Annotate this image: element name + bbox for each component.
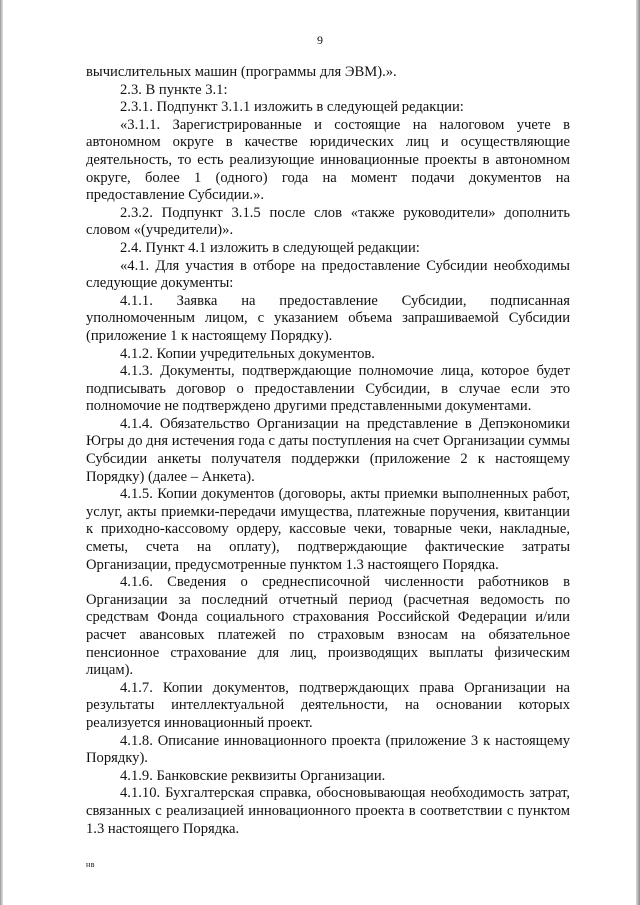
paragraph-4-1: «4.1. Для участия в отборе на предоставление Субсидии необходимы следующие документы:: [86, 257, 570, 292]
paragraph-2-4: 2.4. Пункт 4.1 изложить в следующей редакции:: [120, 239, 420, 256]
paragraph-2-3: 2.3. В пункте 3.1:: [120, 81, 228, 98]
paragraph-4-1-7: 4.1.7. Копии документов, подтверждающих права Организации на результаты интеллектуальной деятельности, на основании которых реализуется инновационный проект.: [86, 679, 570, 731]
page-number: 9: [317, 33, 323, 47]
paragraph-4-1-5: 4.1.5. Копии документов (договоры, акты приемки выполненных работ, услуг, акты приемки-передачи имущества, платежные поручения, квитанции к приходно-кассовому ордеру, кассовые чеки, товарные чеки, накладные, сметы, счета на оплату), подтверждающие фактические затраты Организации, предусмотренные пунктом 1.3 настоящего Порядка.: [86, 486, 570, 573]
paragraph-2-3-2: 2.3.2. Подпункт 3.1.5 после слов «также руководители» дополнить словом «(учредители)».: [86, 204, 570, 239]
paragraph-4-1-3: 4.1.3. Документы, подтверждающие полномочие лица, которое будет подписывать договор о предоставлении Субсидии, в случае если это полномочие не подтверждено другими представленными документами.: [86, 363, 570, 415]
paragraph-4-1-9: 4.1.9. Банковские реквизиты Организации.: [120, 767, 386, 784]
paragraph-2-3-1: 2.3.1. Подпункт 3.1.1 изложить в следующей редакции:: [120, 99, 464, 116]
paragraph-3-1-1: «3.1.1. Зарегистрированные и состоящие на налоговом учете в автономном округе в качестве юридических лиц и осуществляющие деятельность, то есть реализующие инновационные проекты в автономном округе, более 1 (одного) года на момент подачи документов на предоставление Субсидии.».: [86, 116, 570, 204]
paragraph-continuation: вычислительных машин (программы для ЭВМ).».: [86, 64, 397, 80]
footer-initials: нв: [86, 860, 96, 869]
scan-edge-right: [636, 0, 640, 905]
paragraph-4-1-6: 4.1.6. Сведения о среднесписочной численности работников в Организации за последний отчетный период (расчетная ведомость по средствам Фонда социального страхования Российской Федерации и/или расчет авансовых платежей по страховым взносам на обязательное пенсионное страхование для лиц, производящих выплаты физическим лицам).: [86, 574, 570, 679]
paragraph-4-1-4: 4.1.4. Обязательство Организации на представление в Депэкономики Югры до дня истечения года с даты поступления на счет Организации суммы Субсидии анкеты получателя поддержки (приложение 2 к настоящему Порядку) (далее – Анкета).: [86, 415, 570, 485]
paragraph-4-1-2: 4.1.2. Копии учредительных документов.: [120, 345, 375, 362]
paragraph-4-1-10: 4.1.10. Бухгалтерская справка, обосновывающая необходимость затрат, связанных с реализацией инновационного проекта в соответствии с пунктом 1.3 настоящего Порядка.: [86, 785, 570, 837]
paragraph-4-1-1: 4.1.1. Заявка на предоставление Субсидии, подписанная уполномоченным лицом, с указанием объема запрашиваемой Субсидии (приложение 1 к настоящему Порядку).: [86, 292, 570, 344]
document-body: [86, 64, 570, 838]
paragraph-4-1-8: 4.1.8. Описание инновационного проекта (приложение 3 к настоящему Порядку).: [86, 732, 570, 767]
scan-edge-left: [0, 0, 3, 905]
